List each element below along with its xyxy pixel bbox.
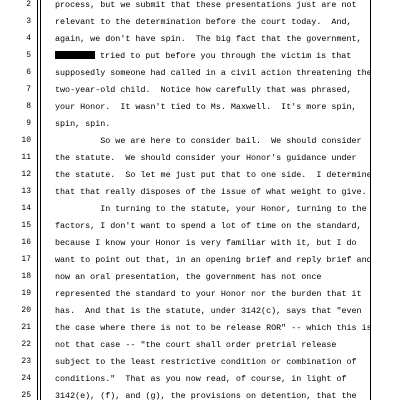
- line-text: 3142(e), (f), and (g), the provisions on detention, that the: [55, 391, 357, 400]
- line-text: the statute. So let me just put that to one side. I determine: [55, 170, 372, 180]
- line-number: 7: [26, 85, 31, 94]
- transcript-line: [0, 48, 400, 64]
- transcript-line: [0, 269, 400, 285]
- line-text: In turning to the statute, your Honor, turning to the: [55, 204, 367, 214]
- line-number: 20: [21, 306, 31, 315]
- transcript-line: [0, 14, 400, 30]
- line-text: not that case -- "the court shall order pretrial release: [55, 340, 337, 350]
- line-number: 25: [21, 391, 31, 400]
- line-number: 15: [21, 221, 31, 230]
- transcript-line: [0, 371, 400, 387]
- line-number: 8: [26, 102, 31, 111]
- line-text: again, we don't have spin. The big fact that the government,: [55, 34, 362, 44]
- line-text: because I know your Honor is very familiar with it, but I do: [55, 238, 357, 248]
- transcript-line: [0, 337, 400, 353]
- transcript-line: [0, 82, 400, 98]
- line-number: 21: [21, 323, 31, 332]
- transcript-line: [0, 0, 400, 13]
- line-number: 23: [21, 357, 31, 366]
- line-number: 13: [21, 187, 31, 196]
- line-number: 12: [21, 170, 31, 179]
- line-text: has. And that is the statute, under 3142(c), says that "even: [55, 306, 362, 316]
- line-number: 10: [21, 136, 31, 145]
- transcript-line: [0, 31, 400, 47]
- line-number: 14: [21, 204, 31, 213]
- transcript-line: [0, 218, 400, 234]
- transcript-line: [0, 167, 400, 183]
- line-number: 9: [26, 119, 31, 128]
- line-text: spin, spin.: [55, 119, 111, 129]
- transcript-line: [0, 235, 400, 251]
- transcript-line: [0, 388, 400, 400]
- line-text: conditions." That as you now read, of course, in light of: [55, 374, 347, 384]
- transcript-line: [0, 65, 400, 81]
- transcript-line: [0, 116, 400, 132]
- line-number: 2: [26, 0, 31, 9]
- line-text: supposedly someone had called in a civil action threatening the: [55, 68, 372, 78]
- line-text: now an oral presentation, the government has not once: [55, 272, 322, 282]
- transcript-line: [0, 303, 400, 319]
- line-number: 17: [21, 255, 31, 264]
- line-text: two-year-old child. Notice how carefully that was phrased,: [55, 85, 352, 95]
- line-number: 5: [26, 51, 31, 60]
- line-number: 16: [21, 238, 31, 247]
- transcript-line: [0, 150, 400, 166]
- line-text: want to point out that, in an opening brief and reply brief and: [55, 255, 372, 265]
- transcript-line: [0, 133, 400, 149]
- line-number: 11: [21, 153, 31, 162]
- transcript-line: [0, 99, 400, 115]
- line-number: 4: [26, 34, 31, 43]
- line-text-after-redaction: tried to put before you through the victim is that: [95, 51, 352, 61]
- line-number: 6: [26, 68, 31, 77]
- line-text: So we are here to consider bail. We should consider: [55, 136, 362, 146]
- transcript-line: [0, 320, 400, 336]
- line-text: your Honor. It wasn't tied to Ms. Maxwell. It's more spin,: [55, 102, 357, 112]
- line-number: 19: [21, 289, 31, 298]
- line-text: subject to the least restrictive condition or combination of: [55, 357, 357, 367]
- line-text: factors, I don't want to spend a lot of time on the standard,: [55, 221, 362, 231]
- transcript-line: [0, 184, 400, 200]
- line-text: the statute. We should consider your Honor's guidance under: [55, 153, 357, 163]
- line-text: process, but we submit that these presentations just are not: [55, 0, 357, 10]
- redaction-block: [55, 51, 95, 59]
- line-text: the case where there is not to be release ROR" -- which this is: [55, 323, 372, 333]
- transcript-line: [0, 201, 400, 217]
- transcript-line: [0, 286, 400, 302]
- line-text: represented the standard to your Honor nor the burden that it: [55, 289, 362, 299]
- line-text: that that really disposes of the issue of what weight to give.: [55, 187, 367, 197]
- line-text: relevant to the determination before the court today. And,: [55, 17, 352, 27]
- transcript-line: [0, 354, 400, 370]
- line-text: [55, 48, 351, 64]
- transcript-line: [0, 252, 400, 268]
- line-number: 22: [21, 340, 31, 349]
- line-number: 18: [21, 272, 31, 281]
- line-number: 3: [26, 17, 31, 26]
- line-number: 24: [21, 374, 31, 383]
